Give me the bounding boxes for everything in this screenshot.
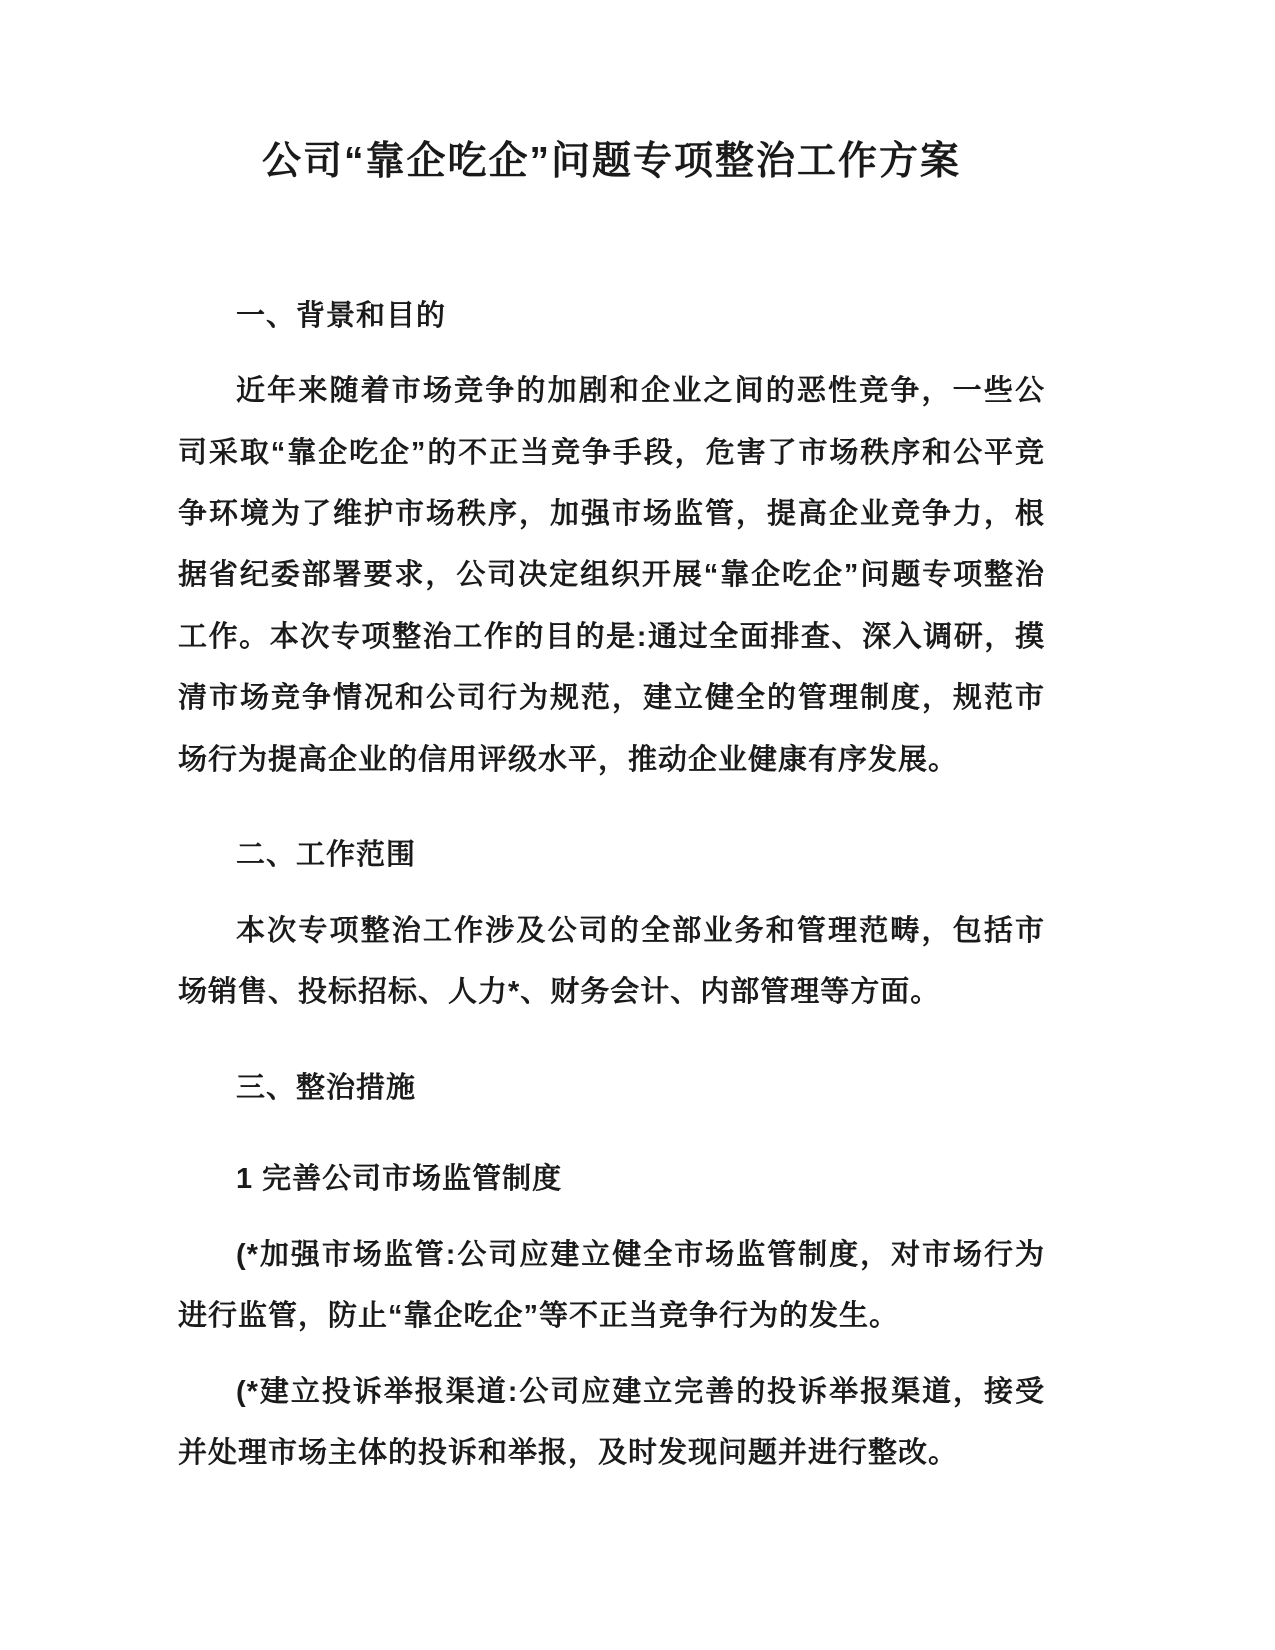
document-title: 公司“靠企吃企”问题专项整治工作方案 <box>261 140 961 183</box>
paragraph-measure-1: (*加强市场监管:公司应建立健全市场监管制度，对市场行为进行监管，防止“靠企吃企”等不正当竞争行为的发生。 <box>178 1238 1045 1333</box>
subsection-heading-1: 1 完善公司市场监管制度 <box>236 1163 563 1196</box>
paragraph-scope: 本次专项整治工作涉及公司的全部业务和管理范畴，包括市场销售、投标招标、人力*、财务会计、内部管理等方面。 <box>178 914 1045 1009</box>
section-heading-2: 二、工作范围 <box>236 839 417 872</box>
section-heading-1: 一、背景和目的 <box>236 299 447 332</box>
paragraph-measure-2: (*建立投诉举报渠道:公司应建立完善的投诉举报渠道，接受并处理市场主体的投诉和举报，及时发现问题并进行整改。 <box>178 1375 1045 1470</box>
paragraph-background: 近年来随着市场竞争的加剧和企业之间的恶性竞争，一些公司采取“靠企吃企”的不正当竞争手段，危害了市场秩序和公平竞争环境为了维护市场秩序，加强市场监管，提高企业竞争力，根据省纪委部署要求，公司决定组织开展“靠企吃企”问题专项整治工作。本次专项整治工作的目的是:通过全面排查、深入调研，摸清市场竞争情况和公司行为规范，建立健全的管理制度，规范市场行为提高企业的信用评级水平，推动企业健康有序发展。 <box>178 375 1045 776</box>
section-heading-3: 三、整治措施 <box>236 1071 417 1104</box>
